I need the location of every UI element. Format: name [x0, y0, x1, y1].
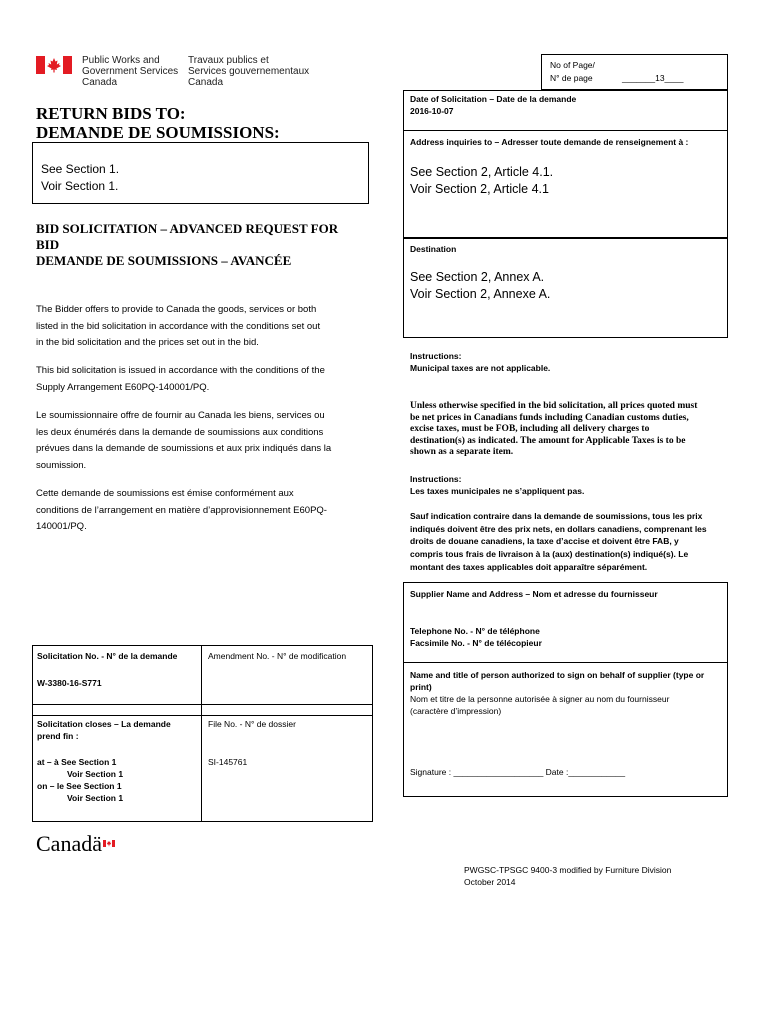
destination-box — [403, 238, 728, 338]
solicitation-number-label: Solicitation No. - N° de la demande — [37, 651, 178, 661]
form-number — [464, 864, 671, 888]
instruction-line: compris tous frais de livraison à la (aux) destination(s) indiqué(s). Le — [410, 549, 689, 560]
destination-line: Voir Section 2, Annexe A. — [410, 287, 551, 301]
dept-fr-line: Travaux publics et — [188, 55, 269, 66]
dept-fr-line: Services gouvernementaux — [188, 66, 310, 77]
instruction-line: indiqués doivent être des prix nets, en dollars canadiens, comprenant les — [410, 523, 707, 534]
instructions-en — [410, 350, 550, 374]
instruction-line: destination(s) as indicated. The amount for Applicable Taxes is to be — [410, 435, 686, 446]
divider — [404, 662, 727, 663]
destination-label: Destination — [410, 244, 457, 254]
department-name-en — [82, 55, 178, 88]
instructions-fr — [410, 473, 584, 497]
address-line: See Section 2, Article 4.1. — [410, 165, 554, 179]
return-bids-line: See Section 1. — [41, 162, 120, 176]
divider — [33, 715, 372, 716]
divider — [33, 704, 372, 705]
supply-arrangement-fr — [36, 486, 376, 536]
return-bids-title-fr: DEMANDE DE SOUMISSIONS: — [36, 123, 280, 142]
canada-flag-logo — [36, 56, 72, 79]
signature-date-line: Signature : ___________________ Date :____________ — [410, 767, 626, 777]
dept-en-line: Canada — [82, 77, 118, 88]
municipal-taxes-text: Municipal taxes are not applicable. — [410, 363, 551, 373]
return-bids-title — [36, 104, 280, 142]
bid-solicitation-title — [36, 221, 338, 269]
closing-at-line: Voir Section 1 — [67, 769, 124, 779]
paragraph-line: Cette demande de soumissions est émise conformément aux — [36, 488, 294, 499]
page-label-en: No of Page/ — [550, 60, 595, 70]
instruction-line: montant des taxes applicables doit apparaître séparément. — [410, 561, 648, 572]
address-line: Voir Section 2, Article 4.1 — [410, 182, 549, 196]
instruction-line: Sauf indication contraire dans la demande de soumissions, tous les prix — [410, 511, 703, 521]
closes-line: Solicitation closes – La demande — [37, 719, 171, 729]
auth-line: (caractère d’impression) — [410, 706, 502, 716]
facsimile-label: Facsimile No. - N° de télécopieur — [410, 638, 542, 648]
municipal-taxes-text: Les taxes municipales ne s’appliquent pas. — [410, 486, 585, 496]
instruction-line: excise taxes, must be FOB, including all delivery charges to — [410, 424, 650, 434]
instruction-line: droits de douane canadiens, la taxe d’accise et doivent être FAB, y — [410, 536, 679, 547]
form-line: October 2014 — [464, 877, 516, 887]
auth-line: Name and title of person authorized to sign on behalf of supplier (type or — [410, 670, 705, 680]
supplier-label: Supplier Name and Address – Nom et adresse du fournisseur — [410, 589, 658, 599]
address-inquiries-value — [410, 164, 553, 198]
address-inquiries-label: Address inquiries to – Adresser toute demande de renseignement à : — [410, 137, 689, 147]
solicitation-closes-label — [37, 718, 171, 742]
bid-title-line: DEMANDE DE SOUMISSIONS – AVANCÉE — [36, 253, 292, 268]
paragraph-line: conditions de l’arrangement en matière d’approvisionnement E60PQ- — [36, 504, 327, 516]
destination-value — [410, 269, 550, 303]
solicitation-table — [32, 645, 373, 822]
closing-on-line: Voir Section 1 — [67, 793, 124, 803]
file-number-label: File No. - N° de dossier — [208, 719, 296, 729]
pricing-instructions-en — [410, 401, 730, 459]
bid-title-line: BID — [36, 237, 60, 252]
telephone-label: Telephone No. - N° de téléphone — [410, 626, 540, 636]
dept-en-line: Government Services — [82, 66, 179, 77]
return-bids-line: Voir Section 1. — [41, 179, 119, 193]
dept-fr-line: Canada — [188, 77, 224, 88]
paragraph-line: in the bid solicitation and the prices set out in the bid. — [36, 337, 259, 348]
canada-wordmark — [36, 832, 102, 856]
file-number-value: SI-145761 — [208, 757, 248, 767]
paragraph-line: Le soumissionnaire offre de fournir au Canada les biens, services ou — [36, 410, 325, 421]
supplier-contact — [410, 625, 542, 649]
form-line: PWGSC-TPSGC 9400-3 modified by Furniture Division — [464, 865, 672, 875]
paragraph-line: 140001/PQ. — [36, 521, 87, 532]
paragraph-line: prévues dans la demande de soumissions et aux prix indiqués dans la — [36, 443, 332, 454]
solicitation-date-value: 2016-10-07 — [410, 106, 454, 116]
paragraph-line: soumission. — [36, 459, 87, 471]
bidder-offer-fr — [36, 408, 376, 474]
supplier-box — [403, 582, 728, 797]
auth-line: print) — [410, 682, 432, 692]
paragraph-line: les deux énumérés dans la demande de soumissions aux conditions — [36, 426, 324, 438]
instruction-line: be net prices in Canadians funds including Canadian customs duties, — [410, 412, 689, 423]
instruction-line: shown as a separate item. — [410, 447, 514, 457]
page-label-fr: N° de page — [550, 73, 593, 83]
instructions-label: Instructions: — [410, 474, 462, 484]
destination-line: See Section 2, Annex A. — [410, 270, 545, 284]
divider — [404, 130, 727, 131]
return-bids-text — [41, 161, 119, 195]
closes-line: prend fin : — [37, 731, 79, 741]
supply-arrangement-en — [36, 363, 376, 396]
auth-line: Nom et titre de la personne autorisée à signer au nom du fournisseur — [410, 694, 670, 704]
wordmark-flag-icon — [103, 834, 115, 852]
instructions-label: Instructions: — [410, 351, 462, 361]
bid-title-line: BID SOLICITATION – ADVANCED REQUEST FOR — [36, 221, 339, 236]
divider — [201, 646, 202, 821]
closing-time — [37, 756, 123, 804]
dept-en-line: Public Works and — [82, 55, 160, 66]
wordmark-text: Canadä — [36, 831, 102, 856]
page-count-box — [541, 54, 728, 90]
solicitation-number-value: W-3380-16-S771 — [37, 678, 102, 688]
page-count-value: _______13____ — [622, 73, 684, 83]
amendment-number-label: Amendment No. - N° de modification — [208, 651, 347, 661]
paragraph-line: This bid solicitation is issued in accordance with the conditions of the — [36, 365, 325, 376]
pricing-instructions-fr — [410, 510, 730, 574]
paragraph-line: Supply Arrangement E60PQ-140001/PQ. — [36, 381, 210, 393]
closing-at-line: at – à See Section 1 — [37, 757, 117, 767]
solicitation-date-label: Date of Solicitation – Date de la demande — [410, 94, 577, 104]
solicitation-date-box — [403, 90, 728, 238]
paragraph-line: listed in the bid solicitation in accordance with the conditions set out — [36, 320, 321, 332]
department-name-fr — [188, 55, 309, 88]
closing-on-line: on – le See Section 1 — [37, 781, 122, 791]
paragraph-line: The Bidder offers to provide to Canada the goods, services or both — [36, 304, 317, 315]
bidder-offer-en — [36, 302, 376, 352]
return-bids-box — [32, 142, 369, 204]
return-bids-title-en: RETURN BIDS TO: — [36, 104, 186, 123]
authorized-person-label — [410, 669, 725, 717]
instruction-line: Unless otherwise specified in the bid solicitation, all prices quoted must — [410, 401, 698, 411]
